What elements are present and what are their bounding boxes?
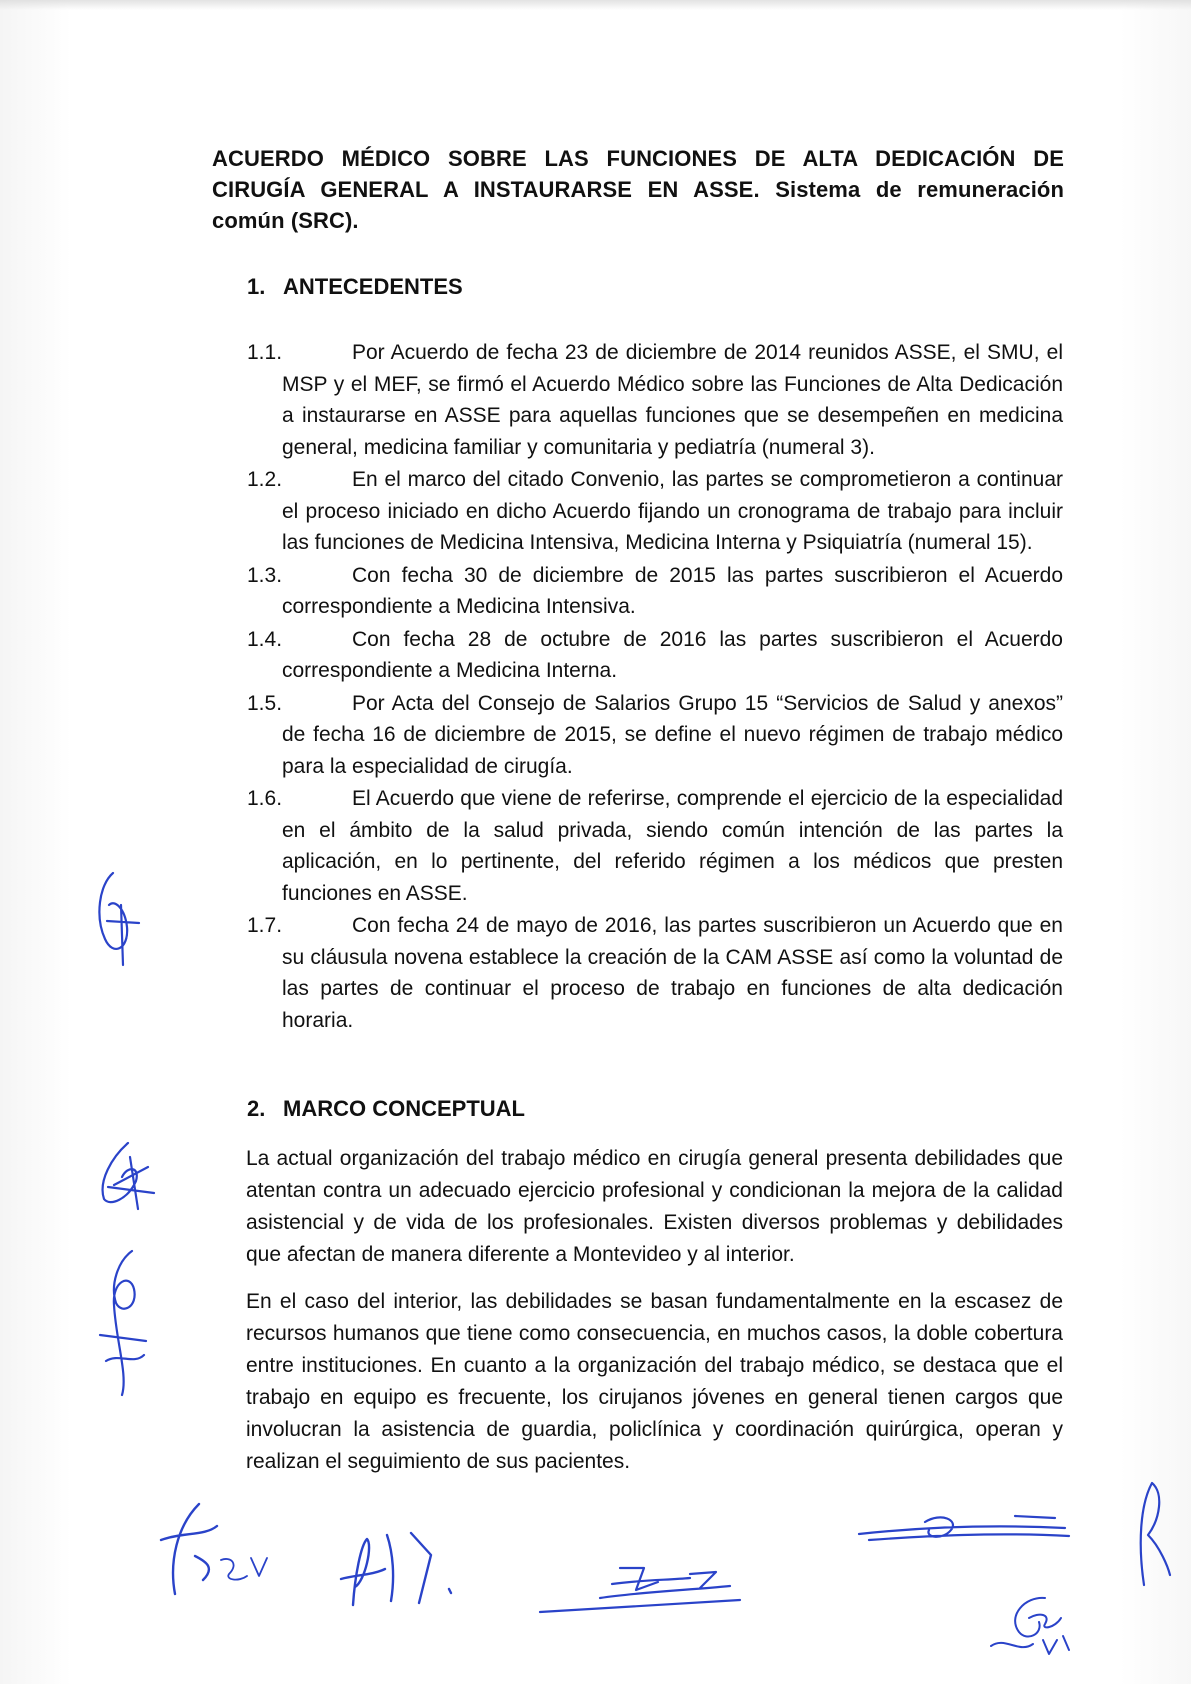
signature [985, 1588, 1075, 1663]
list-item [247, 464, 1063, 559]
paragraph: En el caso del interior, las debilidades se basan fundamentalmente en la escasez de recursos humanos que tiene como consecuencia, en muchos casos, la doble cobertura entre instituciones. En cuanto a la organización del trabajo médico, se destaca que el trabajo en equipo es frecuente, los cirujanos jóvenes en general tienen cargos que involucran la asistencia de guardia, policlínica y coordinación quirúrgica, operan y realizan el seguimiento de sus pacientes. [246, 1290, 1063, 1473]
antecedentes-list [247, 337, 1063, 1037]
section-title: ANTECEDENTES [283, 274, 463, 299]
item-text: Con fecha 24 de mayo de 2016, las partes suscribieron un Acuerdo que en su cláusula novena establece la creación de la CAM ASSE así como la voluntad de las partes de continuar el proceso de trabajo en funciones de alta dedicación horaria. [282, 914, 1063, 1032]
list-item [247, 783, 1063, 909]
item-text: En el marco del citado Convenio, las partes se comprometieron a continuar el proceso iniciado en dicho Acuerdo fijando un cronograma de trabajo para incluir las funciones de Medicina Intensiva, Medicina Interna y Psiquiatría (numeral 15). [282, 468, 1063, 554]
section-heading-marco-conceptual [247, 1094, 525, 1124]
section-number: 1. [247, 274, 266, 299]
list-item [247, 910, 1063, 1036]
item-number: 1.2. [247, 468, 283, 491]
item-text: Por Acta del Consejo de Salarios Grupo 15 “Servicios de Salud y anexos” de fecha 16 de diciembre de 2015, se define el nuevo régimen de trabajo médico para la especialidad de cirugía. [282, 691, 1063, 778]
item-text: El Acuerdo que viene de referirse, comprende el ejercicio de la especialidad en el ámbito de la salud privada, siendo común intención de las partes la aplicación, en lo pertinente, del referido régimen a los médicos que presten funciones en ASSE. [282, 787, 1063, 905]
item-text: Con fecha 30 de diciembre de 2015 las partes suscribieron el Acuerdo correspondiente a Medicina Intensiva. [282, 563, 1063, 618]
section-title: MARCO CONCEPTUAL [283, 1096, 525, 1121]
signature [325, 1525, 465, 1615]
section-number: 2. [247, 1096, 266, 1121]
list-item [247, 624, 1063, 687]
signature [540, 1560, 770, 1620]
item-number: 1.1. [247, 341, 283, 364]
document-title: ACUERDO MÉDICO SOBRE LAS FUNCIONES DE ALTA DEDICACIÓN DE CIRUGÍA GENERAL A INSTAURARSE EN ASSE. Sistema de remuneración común (SRC). [212, 146, 1064, 233]
list-item [247, 337, 1063, 463]
signature [855, 1510, 1075, 1570]
list-item [247, 560, 1063, 623]
item-text: Con fecha 28 de octubre de 2016 las partes suscribieron el Acuerdo correspondiente a Medicina Interna. [282, 627, 1063, 682]
paragraph: La actual organización del trabajo médico en cirugía general presenta debilidades que atentan contra un adecuado ejercicio profesional y condicionan la mejora de la calidad asistencial y de vida de los profesionales. Existen diversos problemas y debilidades que afectan de manera diferente a Montevideo y al interior. [246, 1147, 1063, 1266]
item-number: 1.5. [247, 691, 283, 715]
item-text: Por Acuerdo de fecha 23 de diciembre de 2014 reunidos ASSE, el SMU, el MSP y el MEF, se firmó el Acuerdo Médico sobre las Funciones de Alta Dedicación a instaurarse en ASSE para aquellas funciones que se desempeñen en medicina general, medicina familiar y comunitaria y pediatría (numeral 3). [282, 341, 1063, 459]
item-number: 1.4. [247, 627, 283, 651]
item-number: 1.7. [247, 914, 283, 937]
section-heading-antecedentes [247, 272, 463, 302]
signature [155, 1496, 285, 1606]
signature [1130, 1475, 1175, 1590]
margin-initial-signature [85, 865, 145, 970]
scan-edge-shadow [0, 0, 1191, 10]
list-item [247, 688, 1063, 783]
item-number: 1.3. [247, 563, 283, 587]
item-number: 1.6. [247, 787, 283, 810]
margin-initial-signature [88, 1137, 160, 1212]
margin-initial-signature [88, 1245, 158, 1400]
